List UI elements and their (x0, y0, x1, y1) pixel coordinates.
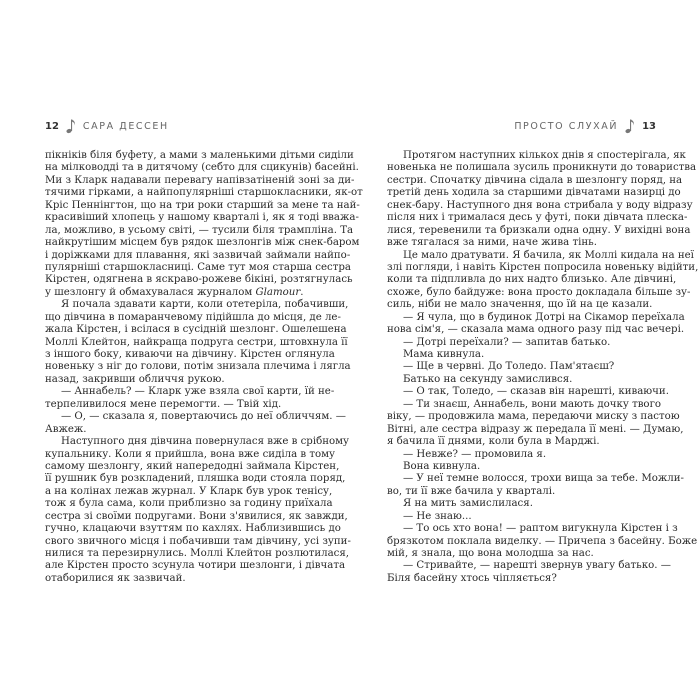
text-line: що дівчина в помаранчевому підійшла до місця, де ле- (45, 311, 341, 323)
text-line: коли та підпливла до них надто близько. Але дівчині, (387, 274, 677, 286)
text-line: — То ось хто вона! — раптом вигукнула Кірстен і з (403, 523, 678, 535)
text-line: у шезлонгу й обмахувалася журналом Glamour. (45, 286, 304, 298)
text-line: — Невже? — промовила я. (403, 448, 547, 460)
left-page-text (45, 150, 363, 585)
text-line: Протягом наступних кількох днів я спостерігала, як (403, 150, 686, 161)
text-line: третій день ходила за старшими дівчатами назирці до (387, 187, 681, 199)
page-number: 13 (642, 120, 656, 132)
text-line: красивіший хлопець у нашому кварталі і, як я тоді вважа- (45, 212, 359, 224)
text-line: — О так, Толедо, — сказав він нарешті, киваючи. (403, 386, 669, 398)
text-line: а на колінах лежав журнал. У Кларк був урок тенісу, (45, 485, 333, 497)
music-note-icon (66, 118, 76, 134)
text-line: Мама кивнула. (403, 349, 485, 360)
text-line: нилися та перезирнулись. Моллі Клейтон розлютилася, (45, 548, 350, 559)
page-number: 12 (45, 120, 59, 132)
left-running-head (45, 118, 169, 134)
text-line: — У неї темне волосся, трохи вища за тебе. Можли- (403, 473, 684, 485)
text-line: віку, — продовжила мама, передаючи миску з пастою (387, 411, 680, 423)
right-page (350, 0, 700, 700)
text-line: Вітні, але сестра відразу ж передала її мені. — Думаю, (387, 423, 684, 435)
text-line: пулярніші старшокласниці. Саме тут моя старша сестра (45, 261, 351, 273)
text-line: але Кірстен просто зсунула чотири шезлонги, і дівчата (45, 560, 346, 572)
text-line: мій, я знала, що вона молодша за нас. (387, 548, 594, 559)
text-line: найкрутішим місцем був рядок шезлонгів між снек-баром (45, 237, 360, 249)
text-line: свого звичного місця і побачивши там дівчину, усі зупи- (45, 535, 351, 547)
text-line: купальнику. Коли я прийшла, вона вже сиділа в тому (45, 448, 336, 460)
text-line: Кірстен, одягнена в яскраво-рожеве бікіні, розтягнулась (45, 274, 353, 286)
text-line: назад, закривши обличчя рукою. (45, 373, 225, 385)
italic-title: Glamour (255, 286, 301, 298)
text-line: — Стривайте, — нарешті звернув увагу батько. — (403, 560, 671, 572)
text-line: пікніків біля буфету, а мами з маленькими дітьми сиділи (45, 150, 354, 161)
text-line: — Аннабель? — Кларк уже взяла свої карти, їй не- (61, 386, 335, 398)
text-line: вже тягалася за ними, наче жива тінь. (387, 237, 597, 249)
text-line: ла, можливо, в усьому світі, — тусили біля трампліна. Та (45, 224, 354, 236)
text-line: на мілководді та в дитячому (себто для сцикунів) басейні. (45, 162, 359, 174)
text-line: — Ще в червні. До Толедо. Пам'ятаєш? (403, 361, 615, 373)
text-line: я бачила її днями, коли була в Марджі. (387, 436, 600, 448)
running-title-book: ПРОСТО СЛУХАЙ (514, 120, 619, 132)
text-line: лися, теревенили та бризкали одна одну. У вихідні вона (387, 224, 691, 236)
text-line: Це мало дратувати. Я бачила, як Моллі кидала на неї (403, 249, 694, 261)
text-line: во, ти її вже бачила у кварталі. (387, 485, 556, 497)
text-line: — Не знаю... (403, 510, 472, 522)
text-line: Батько на секунду замислився. (403, 373, 573, 385)
text-line: самому шезлонгу, який напередодні займала Кірстен, (45, 460, 340, 472)
text-line: жала Кірстен, і всілася в сусідній шезлонг. Ошелешена (45, 324, 347, 336)
text-line: злі погляди, і навіть Кірстен попросила новеньку відійти, (387, 261, 699, 273)
text-line: Кріс Пеннінгтон, що на три роки старший за мене та най- (45, 199, 360, 211)
text-line: отаборилися як зазвичай. (45, 572, 186, 584)
text-line: — Ти знаєш, Аннабель, вони мають дочку твого (403, 398, 662, 410)
text-line: силь, ніби не мало значення, що їй на це казали. (387, 299, 653, 311)
text-line: брязкотом поклала виделку. — Причепа з басейну. Боже (387, 535, 698, 547)
text-line: — О, — сказала я, повертаючись до неї обличчям. — (61, 411, 346, 423)
text-line: Авжеж. (45, 423, 87, 435)
text-line: гучно, клацаючи взуттям по кахлях. Наблизившись до (45, 523, 341, 535)
text-line: після них і трималася десь у футі, поки дівчата плеска- (387, 212, 688, 224)
text-line: — Я чула, що в будинок Дотрі на Сікамор переїхала (403, 311, 685, 323)
text-line: терпеливилося мене перемогти. — Твій хід. (45, 398, 282, 410)
text-line: — Дотрі переїхали? — запитав батько. (403, 336, 611, 348)
text-line: Я на мить замислилася. (403, 498, 533, 510)
text-line: нова сім'я, — сказала мама одного разу під час вечері. (387, 324, 685, 336)
running-title-author: САРА ДЕССЕН (82, 120, 169, 132)
text-line: сестри. Спочатку дівчина сідала в шезлонгу поряд, на (387, 174, 683, 186)
text-line: Моллі Клейтон, найкраща подруга сестри, штовхнула її (45, 336, 348, 348)
text-line: з іншого боку, киваючи на дівчину. Кірстен оглянула (45, 349, 335, 360)
text-line: схоже, було байдуже: вона просто докладала більше зу- (387, 286, 691, 298)
text-line: Ми з Кларк надавали перевагу напівзатіненій зоні за ди- (45, 174, 355, 186)
right-running-head (514, 118, 656, 134)
text-line: снек-бару. Наступного дня вона стрибала у воду відразу (387, 199, 693, 211)
text-line: новеньку з ніг до голови, потім знизала плечима і лягла (45, 361, 351, 373)
text-line: тячими гірками, а найпопулярніші старшокласники, як-от (45, 187, 363, 199)
music-note-icon (625, 118, 635, 134)
text-line: сестра зі своїми подругами. Вони з'явилися, як завжди, (45, 510, 348, 522)
text-line: Біля басейну хтось чіпляється? (387, 572, 557, 584)
text-line: Наступного дня дівчина повернулася вже в срібному (61, 436, 350, 448)
text-line: Вона кивнула. (403, 460, 481, 472)
text-line: тож я була сама, коли приблизно за годину приїхала (45, 498, 333, 510)
text-line: новенька не полишала зусиль проникнути до товариства (387, 162, 697, 174)
text-line: і доріжками для плавання, які зазвичай займали найпо- (45, 249, 351, 261)
text-line: Я почала здавати карти, коли отетеріла, побачивши, (61, 299, 349, 311)
right-page-text (387, 150, 699, 585)
text-line: її рушник був розкладений, пляшка води стояла поряд, (45, 473, 346, 485)
